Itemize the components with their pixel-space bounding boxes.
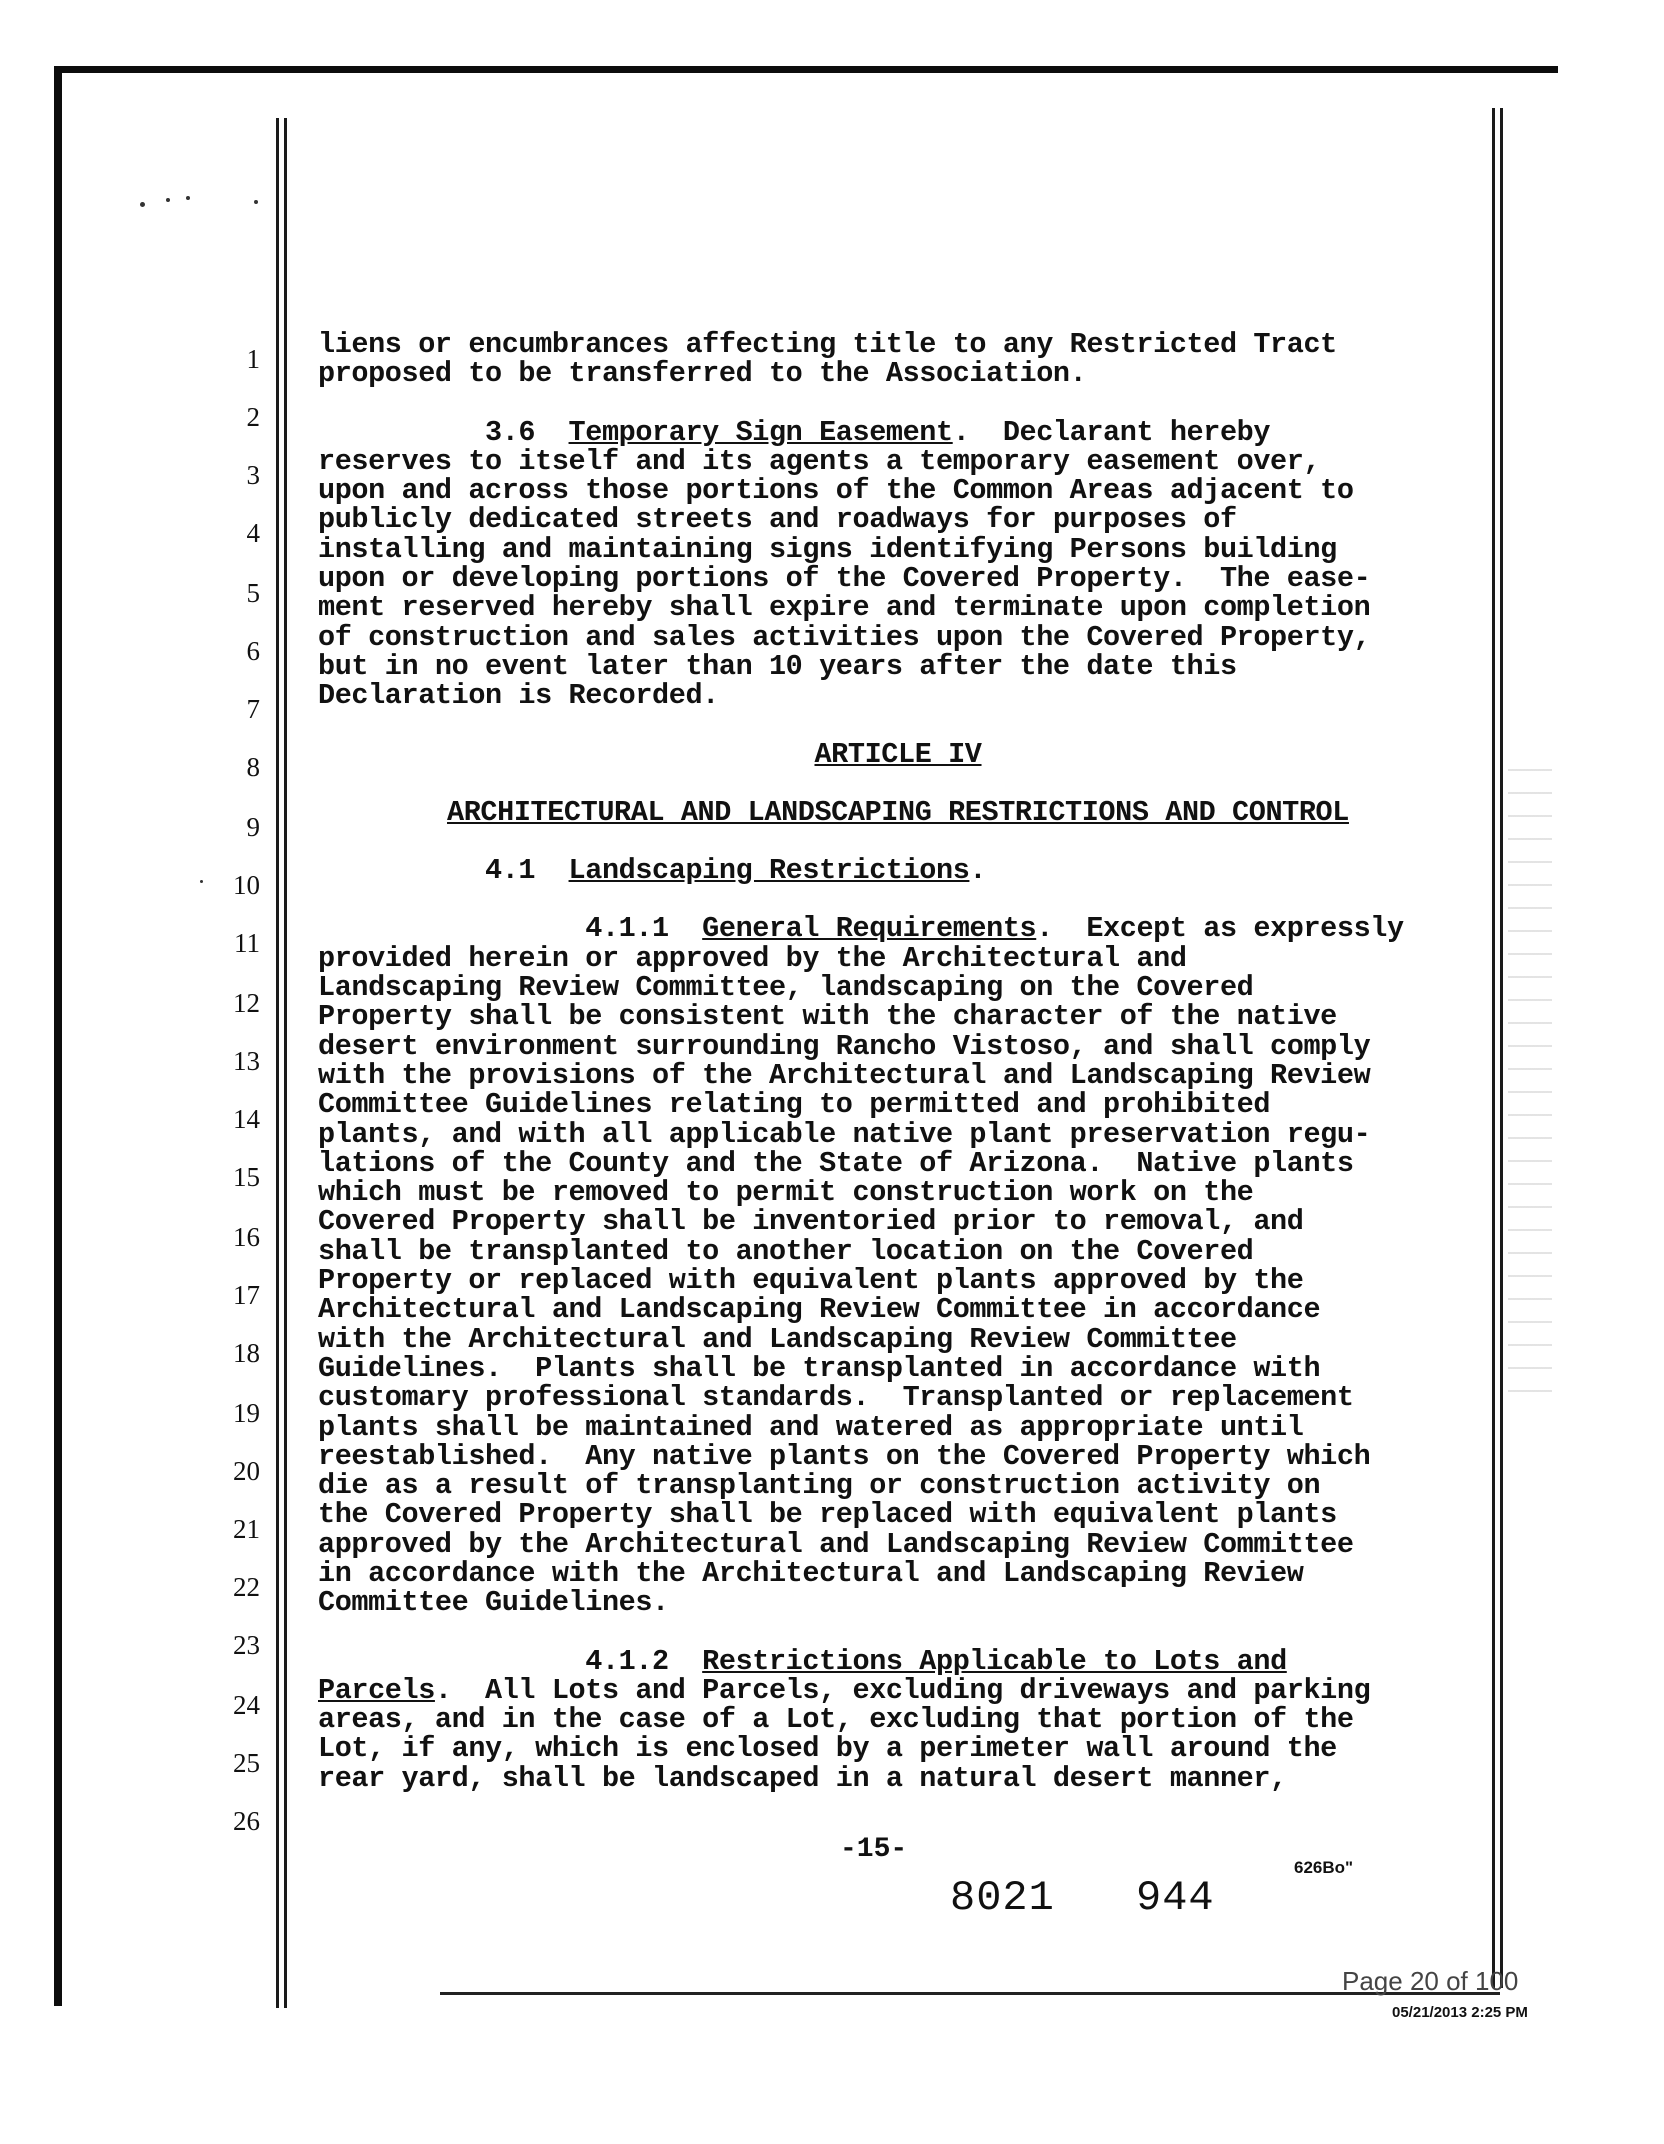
bottom-rule xyxy=(440,1992,1500,1995)
line-number: 25 xyxy=(233,1748,260,1778)
section-number: 4.1.2 xyxy=(585,1644,669,1678)
section-4-1-2-heading xyxy=(318,1644,1478,1678)
section-number: 3.6 xyxy=(485,415,536,449)
line-number: 16 xyxy=(233,1222,260,1252)
text-line: Guidelines. Plants shall be transplanted in accordance with xyxy=(318,1351,1321,1385)
text-line: reestablished. Any native plants on the Covered Property which xyxy=(318,1439,1371,1473)
text-line: of construction and sales activities upon the Covered Property, xyxy=(318,620,1371,654)
text-line: die as a result of transplanting or construction activity on xyxy=(318,1469,1321,1503)
text-line: Committee Guidelines. xyxy=(318,1586,669,1620)
line-number: 21 xyxy=(233,1514,260,1544)
line-number: 20 xyxy=(233,1456,260,1486)
print-timestamp: 05/21/2013 2:25 PM xyxy=(1392,2004,1528,2021)
article-title xyxy=(318,795,1478,829)
line-number: 14 xyxy=(233,1104,260,1134)
line-number: 4 xyxy=(246,518,260,548)
text-line: publicly dedicated streets and roadways for purposes of xyxy=(318,503,1237,537)
text-line: rear yard, shall be landscaped in a natural desert manner, xyxy=(318,1761,1287,1795)
text-line: areas, and in the case of a Lot, excluding that portion of the xyxy=(318,1703,1354,1737)
text-line: ment reserved hereby shall expire and terminate upon completion xyxy=(318,591,1371,625)
scan-border-left xyxy=(54,66,62,2006)
line-number: 8 xyxy=(246,752,260,782)
line-number: 10 xyxy=(233,870,260,900)
section-title: Temporary Sign Easement xyxy=(568,415,953,449)
text-line: liens or encumbrances affecting title to any Restricted Tract xyxy=(318,328,1337,361)
line-number: 15 xyxy=(233,1162,260,1192)
line-number: 23 xyxy=(233,1630,260,1660)
scan-speck xyxy=(254,200,258,204)
text-line: desert environment surrounding Rancho Vistoso, and shall comply xyxy=(318,1029,1371,1063)
text-line: Lot, if any, which is enclosed by a perimeter wall around the xyxy=(318,1732,1337,1766)
text-line xyxy=(318,1673,1478,1707)
document-number-b: 944 xyxy=(1136,1874,1215,1922)
line-number: 22 xyxy=(233,1572,260,1602)
section-number: 4.1.1 xyxy=(585,912,669,946)
section-title: Restrictions Applicable to Lots and xyxy=(702,1644,1287,1678)
text-line: upon or developing portions of the Covered Property. The ease- xyxy=(318,562,1371,596)
right-margin-rule-outer xyxy=(1500,108,1503,1988)
text-fragment: . All Lots and Parcels, excluding driveways and parking xyxy=(434,1673,1371,1707)
text-line: with the Architectural and Landscaping Review Committee xyxy=(318,1322,1237,1356)
section-title-cont: Parcels xyxy=(318,1673,435,1707)
line-number: 1 xyxy=(246,344,260,374)
line-number: 18 xyxy=(233,1338,260,1368)
text-fragment: . Except as expressly xyxy=(1036,912,1404,946)
text-line: approved by the Architectural and Landscaping Review Committee xyxy=(318,1527,1354,1561)
document-number-a: 8021 xyxy=(950,1874,1055,1922)
left-margin-rule xyxy=(276,118,279,2008)
text-fragment: . xyxy=(969,854,987,888)
text-line: Landscaping Review Committee, landscaping on the Covered xyxy=(318,971,1254,1005)
line-number: 5 xyxy=(246,578,260,608)
line-number: 3 xyxy=(246,460,260,490)
text-line: in accordance with the Architectural and Landscaping Review xyxy=(318,1556,1304,1590)
text-line: Declaration is Recorded. xyxy=(318,679,719,713)
text-line: Covered Property shall be inventoried prior to removal, and xyxy=(318,1205,1304,1239)
text-line: Property shall be consistent with the character of the native xyxy=(318,1000,1337,1034)
right-margin-rule xyxy=(1492,108,1495,1988)
text-line: Property or replaced with equivalent plants approved by the xyxy=(318,1264,1304,1298)
section-title: Landscaping Restrictions xyxy=(568,854,970,888)
text-line: plants shall be maintained and watered as appropriate until xyxy=(318,1410,1304,1444)
text-line: upon and across those portions of the Common Areas adjacent to xyxy=(318,474,1354,508)
scan-border-top xyxy=(54,66,1558,73)
line-number: 7 xyxy=(246,694,260,724)
page-of-label: Page 20 of 100 xyxy=(1342,1966,1519,1996)
text-line: installing and maintaining signs identifying Persons building xyxy=(318,532,1337,566)
section-4-1-heading xyxy=(318,854,1478,888)
text-line: which must be removed to permit construction work on the xyxy=(318,1176,1254,1210)
stamp-code: 626Bo" xyxy=(1294,1858,1354,1877)
article-label xyxy=(318,737,1478,771)
document-body xyxy=(318,330,1478,1793)
scan-speck xyxy=(166,198,170,202)
text-line: shall be transplanted to another location on the Covered xyxy=(318,1234,1254,1268)
scan-speck xyxy=(186,196,190,200)
left-margin-rule-inner xyxy=(284,118,287,2008)
text-line: plants, and with all applicable native plant preservation regu- xyxy=(318,1117,1371,1151)
text-line: Architectural and Landscaping Review Committee in accordance xyxy=(318,1293,1321,1327)
line-number: 11 xyxy=(234,928,260,958)
line-number: 2 xyxy=(246,402,260,432)
article-title-text: ARCHITECTURAL AND LANDSCAPING RESTRICTIONS AND CONTROL xyxy=(447,795,1349,829)
text-line: Committee Guidelines relating to permitted and prohibited xyxy=(318,1088,1271,1122)
text-line: reserves to itself and its agents a temporary easement over, xyxy=(318,444,1321,478)
line-number: 19 xyxy=(233,1398,260,1428)
line-number: 13 xyxy=(233,1046,260,1076)
article-label-text: ARTICLE IV xyxy=(814,737,982,771)
line-number: 12 xyxy=(233,988,260,1018)
text-line: proposed to be transferred to the Association. xyxy=(318,357,1087,391)
line-number: 24 xyxy=(233,1690,260,1720)
text-line: the Covered Property shall be replaced with equivalent plants xyxy=(318,1498,1337,1532)
scan-speck xyxy=(200,880,203,883)
section-number: 4.1 xyxy=(485,854,536,888)
text-line: with the provisions of the Architectural and Landscaping Review xyxy=(318,1058,1371,1092)
line-number: 6 xyxy=(246,636,260,666)
text-line: lations of the County and the State of Arizona. Native plants xyxy=(318,1146,1354,1180)
page-number: -15- xyxy=(840,1834,908,1865)
line-number: 26 xyxy=(233,1806,260,1836)
section-title: General Requirements xyxy=(702,912,1037,946)
section-4-1-1-heading xyxy=(318,912,1478,946)
scan-speck xyxy=(140,202,145,207)
scan-noise-strip xyxy=(1508,760,1552,1400)
text-line: customary professional standards. Transplanted or replacement xyxy=(318,1381,1354,1415)
text-fragment: . Declarant hereby xyxy=(952,415,1271,449)
text-line: but in no event later than 10 years after the date this xyxy=(318,649,1237,683)
section-3-6-heading xyxy=(318,415,1478,449)
line-number: 17 xyxy=(233,1280,260,1310)
text-line: provided herein or approved by the Architectural and xyxy=(318,941,1187,975)
line-number: 9 xyxy=(246,812,260,842)
